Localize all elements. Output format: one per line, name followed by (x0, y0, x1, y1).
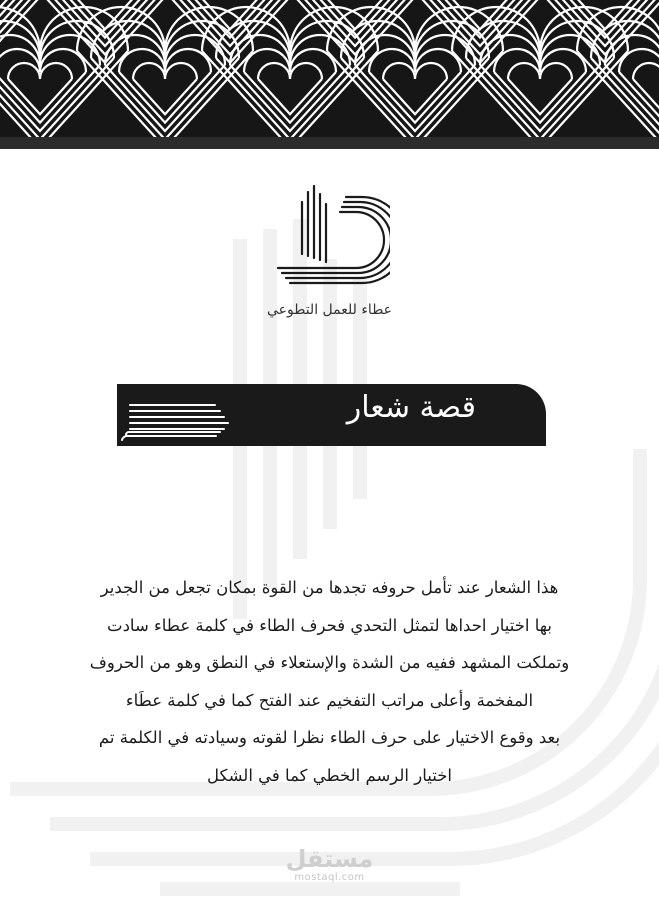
pattern-banner (0, 0, 659, 137)
heart-pattern-line (198, 0, 262, 29)
paragraph-line: وتملكت المشهد ففيه من الشدة والإستعلاء في النطق وهو من الحروف (89, 653, 570, 673)
heart-pattern-line (323, 0, 387, 29)
heart-pattern-line (448, 0, 512, 29)
heart-pattern-line (73, 0, 137, 29)
paragraph-line: اختيار الرسم الخطي كما في الشكل (206, 765, 453, 785)
stripes-icon (120, 400, 240, 442)
heart-pattern-graphic (0, 0, 659, 137)
heart-pattern-line (633, 63, 659, 114)
watermark-arabic: مستقل (285, 845, 374, 873)
paragraph-line: المفخمة وأعلى مراتب التفخيم عند الفتح كما في كلمة عطَاء (125, 690, 534, 710)
paragraph-line: بعد وقوع الاختيار على حرف الطاء نظرا لقوته وسيادته في الكلمة تم (98, 728, 561, 748)
banner-bottom-stripe (0, 137, 659, 149)
watermark-url: mostaql.com (294, 872, 365, 883)
ataa-logo-icon (270, 184, 390, 294)
heart-pattern-line (573, 0, 637, 29)
paragraph-line: بها اختيار احداها لتمثل التحدي فحرف الطاء في كلمة عطاء سادت (107, 615, 552, 635)
story-paragraph (40, 569, 619, 795)
page-title: قصة شعار (346, 390, 476, 425)
org-name: عطاء للعمل التطوعي (266, 302, 393, 318)
mostaql-watermark (0, 846, 659, 883)
paragraph-line: هذا الشعار عند تأمل حروفه تجدها من القوة بمكان تجعل من الجدير (100, 578, 559, 597)
